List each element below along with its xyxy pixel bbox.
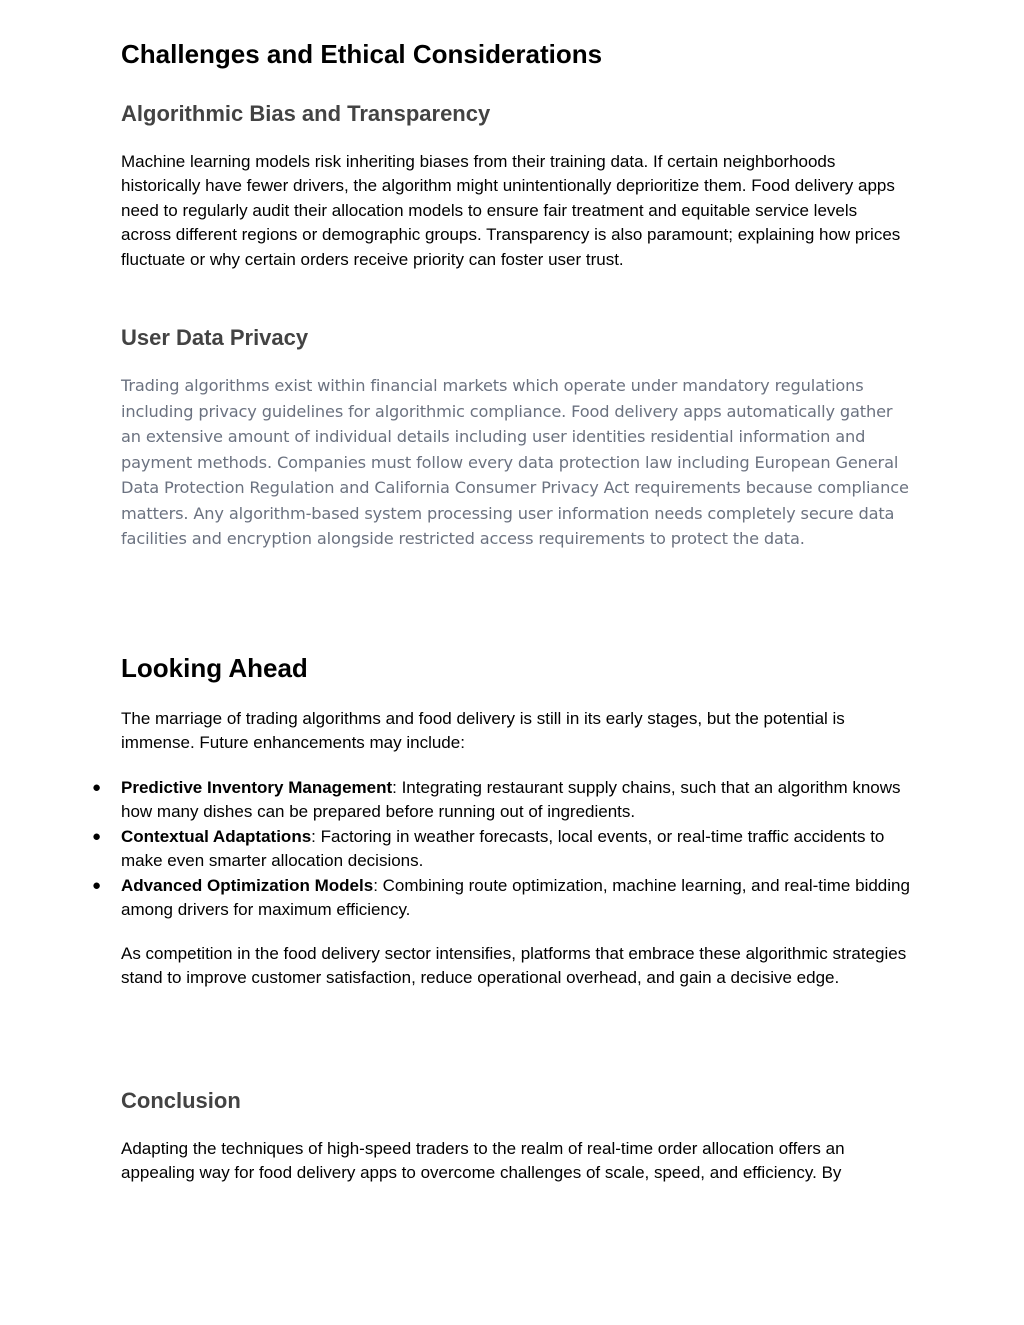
enhancements-list bbox=[61, 776, 911, 922]
section-title-looking-ahead: Looking Ahead bbox=[121, 653, 308, 683]
list-item bbox=[61, 874, 911, 923]
paragraph-looking-ahead-intro: The marriage of trading algorithms and food delivery is still in its early stages, but the potential is immense. Future enhancements may include: bbox=[121, 709, 845, 753]
section-title-conclusion: Conclusion bbox=[121, 1088, 241, 1113]
bullet-icon: ● bbox=[92, 779, 102, 796]
paragraph-conclusion: Adapting the techniques of high-speed traders to the realm of real-time order allocation offers an appealing way for food delivery apps to overcome challenges of scale, speed, and efficiency. By bbox=[121, 1139, 845, 1183]
list-item bbox=[61, 825, 911, 874]
bullet-icon: ● bbox=[92, 827, 102, 845]
bullet-icon: ● bbox=[92, 876, 102, 894]
list-item-text: : Integrating restaurant supply chains, such that an algorithm knows how many dishes can be prepared before running out of ingredients. bbox=[121, 778, 901, 822]
list-item bbox=[61, 776, 911, 825]
list-item-term: Contextual Adaptations bbox=[121, 826, 312, 846]
paragraph-looking-ahead-outro: As competition in the food delivery sector intensifies, platforms that embrace these algorithmic strategies stand to improve customer satisfaction, reduce operational overhead, and gain a decisive edge. bbox=[121, 944, 907, 988]
section-title-challenges: Challenges and Ethical Considerations bbox=[121, 39, 603, 69]
paragraph-privacy: Trading algorithms exist within financial markets which operate under mandatory regulations including privacy guidelines for algorithmic compliance. Food delivery apps automatically gather an extensive amount of individual details including user identities residential information and payment methods. Companies must follow every data protection law including European General Data Protection Regulation and California Consumer Privacy Act requirements because compliance matters. Any algorithm-based system processing user information needs completely secure data facilities and encryption alongside restricted access requirements to protect the data. bbox=[121, 376, 909, 548]
subsection-title-bias: Algorithmic Bias and Transparency bbox=[121, 101, 491, 126]
list-item-term: Predictive Inventory Management bbox=[121, 778, 393, 797]
list-item-text: : Factoring in weather forecasts, local events, or real-time traffic accidents to make even smarter allocation decisions. bbox=[121, 826, 885, 871]
subsection-title-privacy: User Data Privacy bbox=[121, 325, 309, 350]
paragraph-bias: Machine learning models risk inheriting biases from their training data. If certain neighborhoods historically have fewer drivers, the algorithm might unintentionally deprioritize them. Food delivery apps need to regularly audit their allocation models to ensure fair treatment and equitable service levels across different regions or demographic groups. Transparency is also paramount; explaining how prices fluctuate or why certain orders receive priority can foster user trust. bbox=[121, 152, 901, 269]
list-item-term: Advanced Optimization Models bbox=[121, 875, 374, 895]
list-item-text: : Combining route optimization, machine learning, and real-time bidding among drivers for maximum efficiency. bbox=[121, 875, 910, 920]
